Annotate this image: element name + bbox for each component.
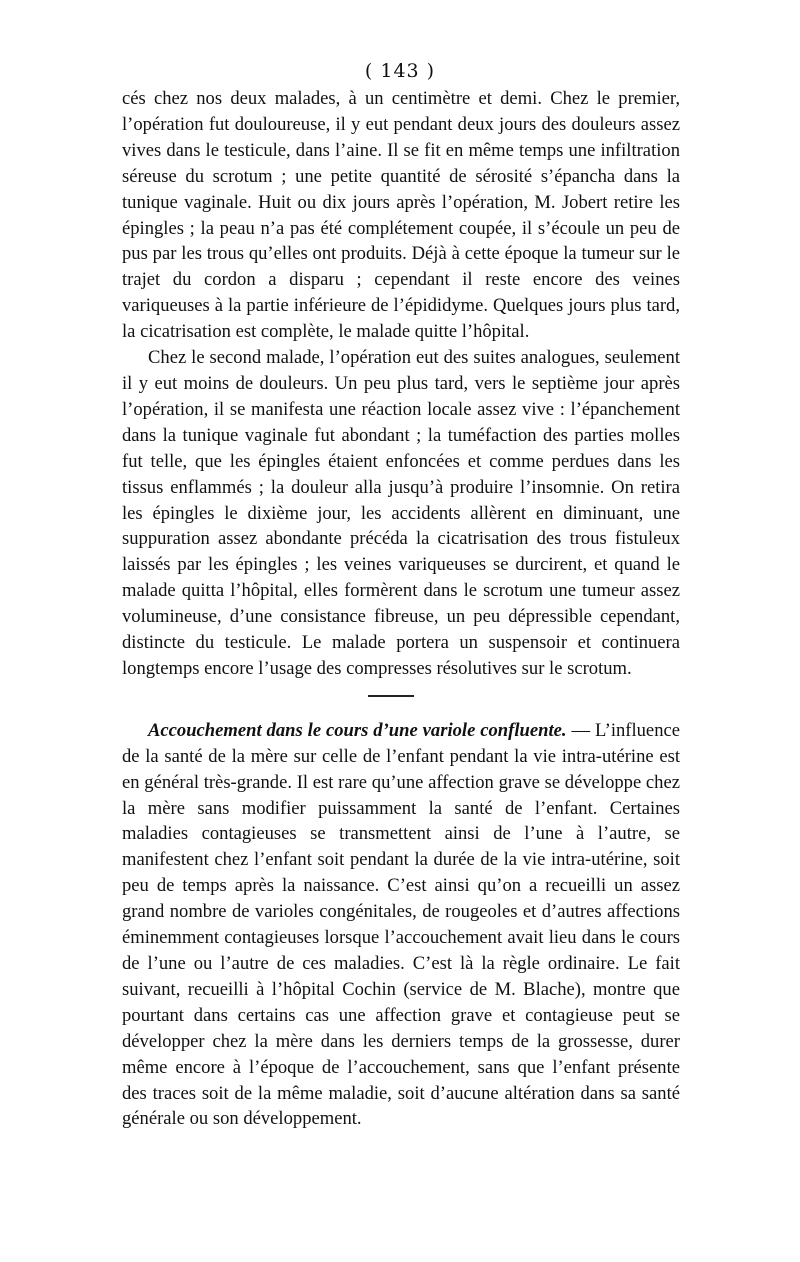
section-heading: Accouchement dans le cours d’une variole confluente.: [148, 719, 567, 741]
body-text: [122, 86, 680, 1132]
section-paragraph: [122, 718, 680, 1133]
section-divider: [368, 695, 414, 697]
paragraph-second-patient: Chez le second malade, l’opération eut des suites analogues, seulement il y eut moins de douleurs. Un peu plus tard, vers le septième jour après l’opération, il se manifesta une réaction locale assez vive : l’épanchement dans la tunique vaginale fut abondant ; la tuméfaction des parties molles fut telle, que les épingles étaient enfoncées et comme perdues dans les tissus enflammés ; la douleur alla jusqu’à produire l’insomnie. On retira les épingles le dixième jour, les accidents allèrent en diminuant, une suppuration assez abondante précéda la cicatrisation des trous fistuleux laissés par les épingles ; les veines variqueuses se durcirent, et quand le malade quitta l’hôpital, elles formèrent dans le scrotum une tumeur assez volumineuse, d’une consistance fibreuse, un peu dépressible cependant, distincte du testicule. Le malade portera un suspensoir et continuera longtemps encore l’usage des compresses résolutives sur le scrotum.: [122, 347, 680, 679]
paragraph-continued: cés chez nos deux malades, à un centimètre et demi. Chez le premier, l’opération fut douloureuse, il y eut pendant deux jours des douleurs assez vives dans le testicule, dans l’aine. Il se fit en même temps une infiltration séreuse du scrotum ; une petite quantité de sérosité s’épancha dans la tunique vaginale. Huit ou dix jours après l’opération, M. Jobert retire les épingles ; la peau n’a pas été complétement coupée, il s’écoule un peu de pus par les trous qu’elles ont produits. Déjà à cette époque la tumeur sur le trajet du cordon a disparu ; cependant il reste encore des veines variqueuses à la partie inférieure de l’épididyme. Quelques jours plus tard, la cicatrisation est complète, le malade quitte l’hôpital.: [122, 88, 680, 343]
page-number: ( 143 ): [364, 60, 436, 82]
section-body: — L’influence de la santé de la mère sur celle de l’enfant pendant la vie intra-utérine est en général très-grande. Il est rare qu’une affection grave se développe chez la mère sans modifier puissamment la santé de l’enfant. Certaines maladies contagieuses se transmettent ainsi de l’une à l’autre, se manifestent chez l’enfant soit pendant la durée de la vie intra-utérine, soit peu de temps après la naissance. C’est ainsi qu’on a recueilli un assez grand nombre de varioles congénitales, de rougeoles et d’autres affections éminemment contagieuses lorsque l’accouchement avait lieu dans le cours de l’une ou l’autre de ces maladies. C’est là la règle ordinaire. Le fait suivant, recueilli à l’hôpital Cochin (service de M. Blache), montre que pourtant dans certains cas une affection grave et contagieuse peut se développer chez la mère dans les derniers temps de la grossesse, durer même encore à l’époque de l’accouchement, sans que l’enfant présente des traces soit de la même maladie, soit d’aucune altération dans sa santé générale ou son développement.: [122, 719, 680, 1130]
